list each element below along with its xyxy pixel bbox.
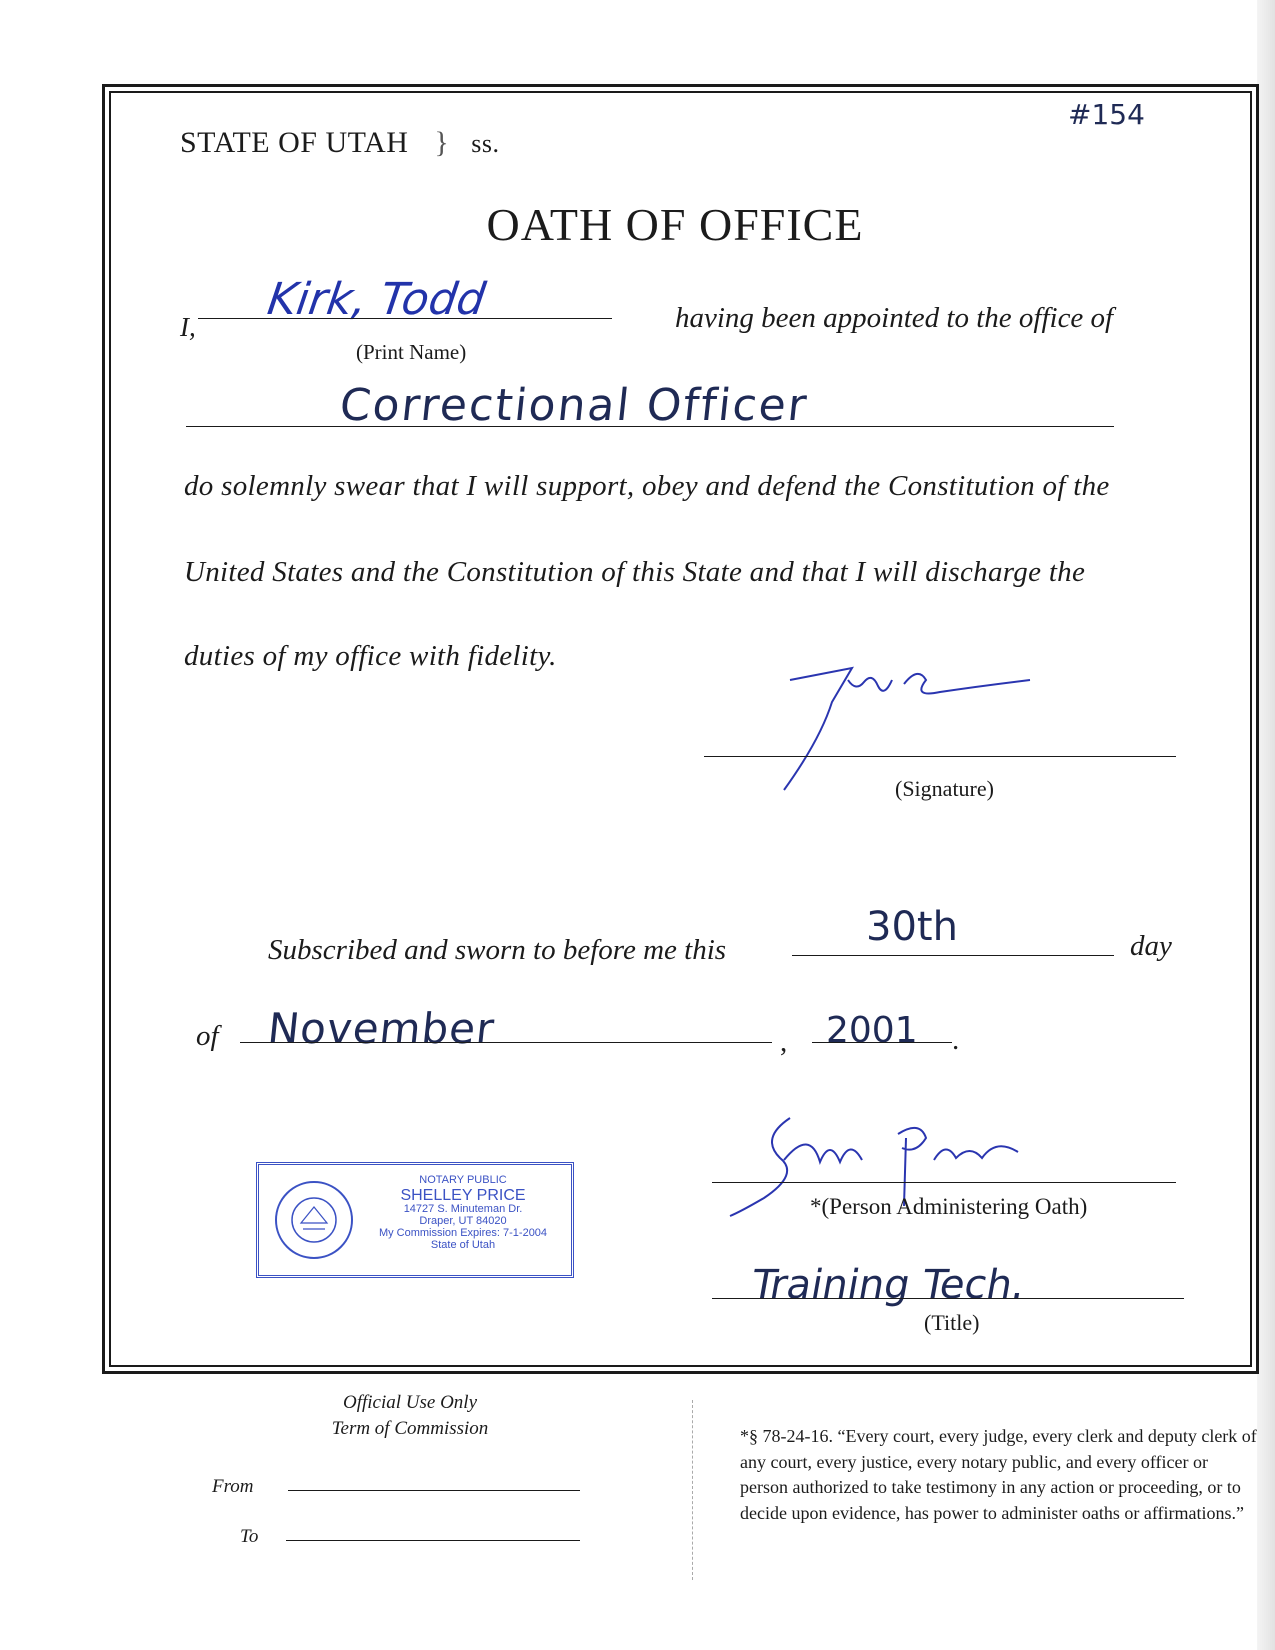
seal-address-2: Draper, UT 84020 <box>419 1215 507 1228</box>
statute-footnote: *§ 78-24-16. “Every court, every judge, every clerk and deputy clerk of any court, every justice, every notary public, and every officer or person authorized to take testimony in any action or proceeding, or to decide upon evidence, has power to administer oaths or affirmations.” <box>740 1426 1257 1523</box>
to-line <box>286 1540 580 1541</box>
seal-address-1: 14727 S. Minuteman Dr. <box>403 1203 523 1216</box>
year-line <box>812 1042 952 1043</box>
print-name-line <box>198 318 612 319</box>
notary-seal <box>256 1162 574 1278</box>
seal-state: State of Utah <box>430 1238 496 1251</box>
comma: , <box>780 1026 788 1058</box>
day-word: day <box>1130 930 1172 962</box>
title-value: Training Tech. <box>747 1262 1029 1308</box>
ss-abbrev: ss. <box>471 129 500 158</box>
office-value: Correctional Officer <box>337 380 811 431</box>
official-use-heading: Official Use Only <box>342 1392 478 1413</box>
state-seal-icon <box>275 1181 353 1259</box>
to-label: To <box>240 1526 259 1547</box>
appointed-text: having been appointed to the office of <box>675 302 1114 334</box>
oath-line-3: duties of my office with fidelity. <box>184 640 557 672</box>
state-name: STATE OF UTAH <box>180 126 409 159</box>
day-value: 30th <box>866 904 958 950</box>
print-name-value: Kirk, Todd <box>264 274 489 325</box>
term-of-commission: Term of Commission <box>331 1418 489 1439</box>
oath-line-2: United States and the Constitution of this State and that I will discharge the <box>184 556 1086 588</box>
bracket-glyph: } <box>434 126 450 159</box>
subscribed-text: Subscribed and sworn to before me this <box>268 934 727 966</box>
oath-line-1: do solemnly swear that I will support, obey and defend the Constitution of the <box>184 470 1110 502</box>
of-word: of <box>196 1020 219 1052</box>
vertical-divider <box>692 1400 693 1580</box>
seal-text-block <box>363 1175 563 1252</box>
state-heading <box>180 126 500 160</box>
day-line <box>792 955 1114 956</box>
administrator-label: *(Person Administering Oath) <box>810 1194 1088 1219</box>
from-label: From <box>212 1476 254 1497</box>
seal-notary-name: SHELLEY PRICE <box>400 1186 526 1204</box>
print-name-hint: (Print Name) <box>356 340 467 364</box>
month-value: November <box>265 1004 498 1053</box>
seal-commission: My Commission Expires: 7-1-2004 <box>378 1226 548 1239</box>
case-number: #154 <box>1068 98 1145 131</box>
title-label: (Title) <box>924 1310 980 1335</box>
seal-notary-label: NOTARY PUBLIC <box>419 1174 507 1186</box>
signature-label: (Signature) <box>895 776 994 801</box>
title-line <box>712 1298 1184 1299</box>
month-line <box>240 1042 772 1043</box>
year-value: 2001 <box>826 1010 918 1051</box>
from-line <box>288 1490 580 1491</box>
signature-line <box>704 756 1176 757</box>
document-title: OATH OF OFFICE <box>486 199 864 250</box>
administrator-line <box>712 1182 1176 1183</box>
period: . <box>952 1024 960 1056</box>
intro-i: I, <box>180 312 196 342</box>
office-line <box>186 426 1114 427</box>
